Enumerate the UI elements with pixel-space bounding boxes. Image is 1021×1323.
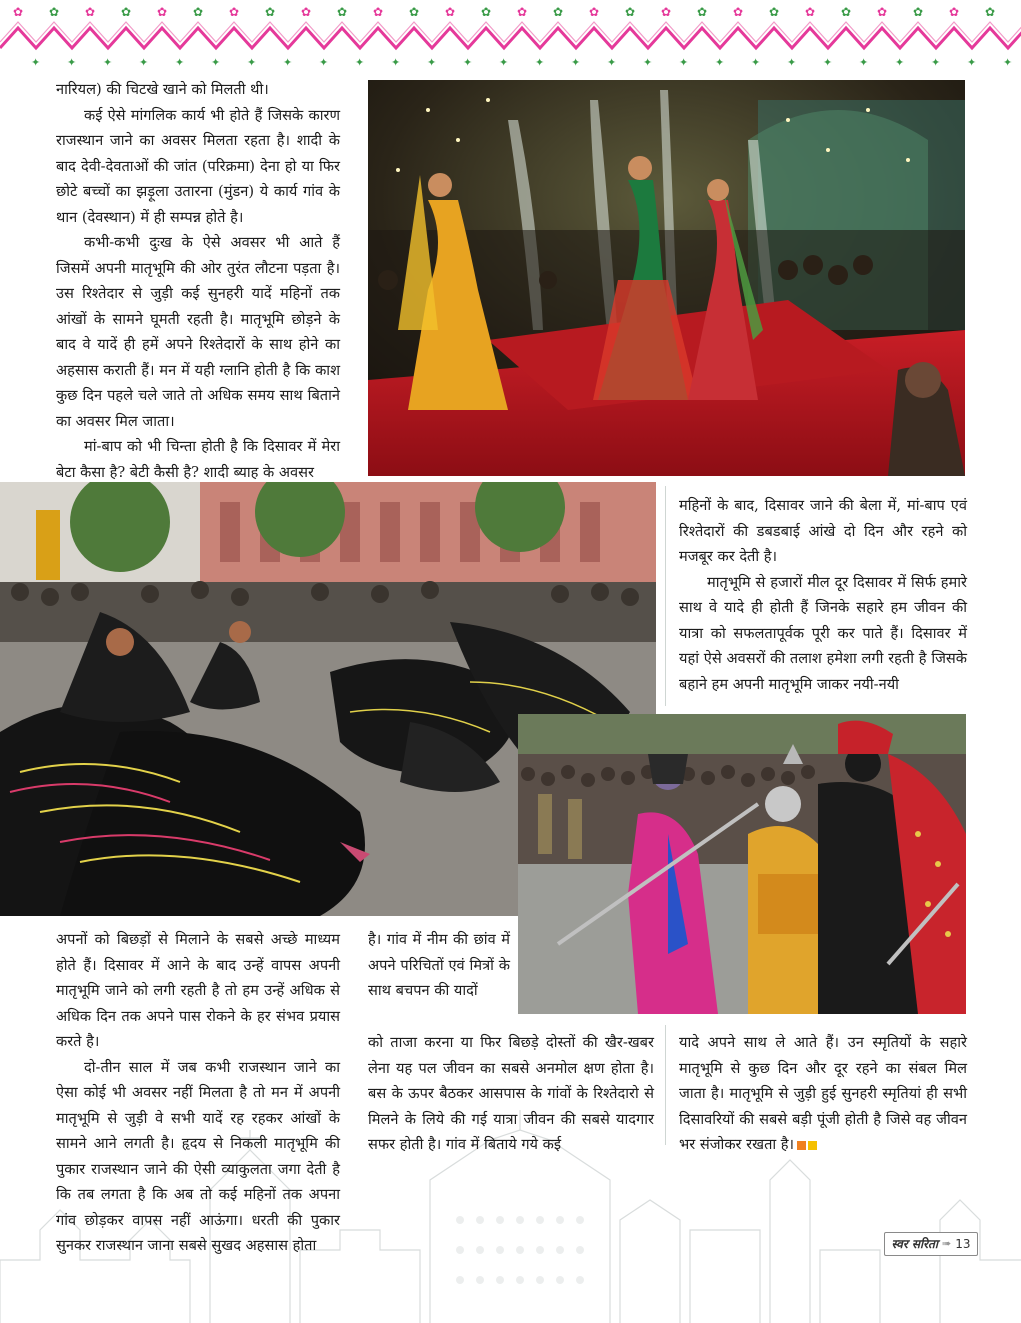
border-flower-icon: ✿ [481, 5, 492, 19]
border-flower-icon: ✿ [301, 5, 312, 19]
text-column-middle-right [679, 493, 967, 697]
border-flower-icon: ✿ [877, 5, 888, 19]
paragraph: मां-बाप को भी चिन्ता होती है कि दिसावर में मेरा बेटा कैसा है? बेटी कैसी है? शादी ब्याह के अवसर [56, 438, 340, 481]
border-flower-icon: ✿ [697, 5, 708, 19]
border-leaf-icon: ✦ [967, 56, 977, 69]
border-leaf-icon: ✦ [823, 56, 833, 69]
border-leaf-icon: ✦ [787, 56, 797, 69]
paragraph: अपनों को बिछड़ों से मिलाने के सबसे अच्छे माध्यम होते हैं। दिसावर में आने के बाद उन्हें वापस अपनी मातृभूमि जाने को लगी रहती है तो हम उन्हें अधिक से अधिक दिन तक अपने पास रोकने के हर संभव प्रयास करते है। [56, 931, 340, 1050]
paragraph: दो-तीन साल में जब कभी राजस्थान जाने का ऐसा कोई भी अवसर नहीं मिलता है तो मन में अपनी मातृभूमि से जुड़ी वे सभी यादें रह रहकर आंखों के सामने आने लगती है। हृदय से निकली मातृभूमि की पुकार राजस्थान जाने की ऐसी व्याकुलता जगा देती है कि तब लगता है कि अब तो कई महिनों तक अपना गांव छोड़कर वापस नहीं आऊंगा। धरती की पुकार सुनकर राजस्थान जाना सबसे सुखद अहसास होता [56, 1058, 340, 1254]
border-leaf-icon: ✦ [67, 56, 77, 69]
page-folio [884, 1232, 978, 1256]
border-flower-icon: ✿ [229, 5, 240, 19]
border-leaf-icon: ✦ [1003, 56, 1013, 69]
end-mark-orange-square [797, 1141, 806, 1150]
border-leaf-icon: ✦ [931, 56, 941, 69]
border-leaf-icon: ✦ [391, 56, 401, 69]
border-leaf-icon: ✦ [103, 56, 113, 69]
border-flower-icon: ✿ [553, 5, 564, 19]
border-flower-icon: ✿ [805, 5, 816, 19]
paragraph: कई ऐसे मांगलिक कार्य भी होते हैं जिसके कारण राजस्थान जाने का अवसर मिलता रहता है। शादी के बाद देवी-देवताओं की जांत (परिक्रमा) देना हो या फिर छोटे बच्चों का झड़ूला उतारना (मुंडन) ये कार्य गांव के थान (देवस्थान) में ही सम्पन्न होते है। [56, 106, 340, 226]
paragraph: नारियल) की चिटखे खाने को मिलती थी। [56, 81, 269, 98]
border-leaf-icon: ✦ [463, 56, 473, 69]
magazine-brand: स्वर सरिता [891, 1237, 938, 1251]
border-leaf-icon: ✦ [139, 56, 149, 69]
border-flower-icon: ✿ [589, 5, 600, 19]
border-flower-icon: ✿ [445, 5, 456, 19]
border-leaf-icon: ✦ [715, 56, 725, 69]
costumed-performers-procession-photo [518, 714, 966, 1014]
border-flower-icon: ✿ [949, 5, 960, 19]
page-number: 13 [955, 1237, 971, 1251]
end-mark-yellow-square [808, 1141, 817, 1150]
border-leaf-icon: ✦ [571, 56, 581, 69]
border-flower-icon: ✿ [121, 5, 132, 19]
border-flower-icon: ✿ [373, 5, 384, 19]
paragraph: मातृभूमि से हजारों मील दूर दिसावर में सिर्फ हमारे साथ वे यादे ही होती हैं जिनके सहारे हम जीवन की यात्रा को सफलतापूर्वक पूरी कर पाते हैं। दिसावर में यहां ऐसे अवसरों की तलाश हमेशा लगी रहती है जिसके बहाने हम अपनी मातृभूमि जाकर नयी-नयी [679, 573, 967, 693]
border-leaf-icon: ✦ [499, 56, 509, 69]
border-leaf-icon: ✦ [319, 56, 329, 69]
border-flower-icon: ✿ [913, 5, 924, 19]
paragraph: यादे अपने साथ ले आते हैं। उन स्मृतियों के सहारे मातृभूमि से कुछ दिन और दूर रहने का संबल मिल जाता है। मातृभूमि से जुड़ी हुई सुनहरी स्मृतियां ही सभी दिसावरियों की सबसे बड़ी पूंजी होती है जिसे वह जीवन भर संजोकर रखता है। [679, 1034, 967, 1153]
border-flower-icon: ✿ [85, 5, 96, 19]
border-leaf-icon: ✦ [355, 56, 365, 69]
paragraph: को ताजा करना या फिर बिछड़े दोस्तों की खैर-खबर लेना यह पल जीवन का सबसे अनमोल क्षण होता है। बस के ऊपर बैठकर आसपास के गांवों के रिश्तेदारो से मिलने के लिये की गई यात्रा जीवन की सबसे यादगार सफर होती है। गांव में बिताये गये कई [368, 1034, 654, 1153]
text-column-bottom-right [679, 1030, 967, 1158]
paragraph: है। गांव में नीम की छांव में अपने परिचितों एवं मित्रों के साथ बचपन की यादों [368, 931, 510, 999]
border-leaf-icon: ✦ [751, 56, 761, 69]
text-column-bottom-middle-narrow [368, 927, 510, 1004]
border-flower-icon: ✿ [193, 5, 204, 19]
border-leaf-icon: ✦ [895, 56, 905, 69]
border-leaf-icon: ✦ [427, 56, 437, 69]
border-flower-icon: ✿ [769, 5, 780, 19]
border-leaf-icon: ✦ [535, 56, 545, 69]
border-leaf-icon: ✦ [607, 56, 617, 69]
border-leaf-icon: ✦ [283, 56, 293, 69]
border-leaf-icon: ✦ [247, 56, 257, 69]
border-leaf-icon: ✦ [31, 56, 41, 69]
column-divider [665, 486, 666, 706]
border-flower-icon: ✿ [985, 5, 996, 19]
ghoomar-dancers-at-fountain-photo [368, 80, 965, 476]
border-flower-icon: ✿ [265, 5, 276, 19]
text-column-bottom-left [56, 927, 340, 1259]
column-divider [665, 1025, 666, 1145]
border-flower-icon: ✿ [841, 5, 852, 19]
border-flower-icon: ✿ [13, 5, 24, 19]
text-column-bottom-middle [368, 1030, 654, 1158]
decorative-top-border [0, 0, 1021, 80]
border-leaf-icon: ✦ [175, 56, 185, 69]
border-flower-icon: ✿ [517, 5, 528, 19]
border-leaf-icon: ✦ [211, 56, 221, 69]
border-flower-icon: ✿ [337, 5, 348, 19]
border-leaf-icon: ✦ [643, 56, 653, 69]
paragraph-with-end-mark [679, 1030, 967, 1158]
paragraph: कभी-कभी दुःख के ऐसे अवसर भी आते हैं जिसमें अपनी मातृभूमि की ओर तुरंत लौटना पड़ता है। उस रिश्तेदार से जुड़ी कई सुनहरी यादें महिनों तक आंखों के सामने घूमती रहती है। मातृभूमि छोड़ने के बाद वे यादें ही हमें अपने रिश्तेदारों के साथ होने का अहसास कराती हैं। मन में यही ग्लानि होती है कि काश कुछ दिन पहले चले जाते तो अधिक समय साथ बिताने का अवसर मिल जाता। [56, 234, 340, 430]
border-flower-icon: ✿ [625, 5, 636, 19]
border-leaf-icon: ✦ [679, 56, 689, 69]
text-column-top-left [56, 77, 340, 485]
border-flower-icon: ✿ [661, 5, 672, 19]
border-flower-icon: ✿ [733, 5, 744, 19]
arrow-right-icon: ➠ [942, 1237, 952, 1250]
border-flower-icon: ✿ [409, 5, 420, 19]
border-flower-icon: ✿ [49, 5, 60, 19]
paragraph: महिनों के बाद, दिसावर जाने की बेला में, मां-बाप एवं रिश्तेदारों की डबडबाई आंखे दो दिन और रहने को मजबूर कर देती है। [679, 497, 967, 565]
border-flower-icon: ✿ [157, 5, 168, 19]
border-leaf-icon: ✦ [859, 56, 869, 69]
